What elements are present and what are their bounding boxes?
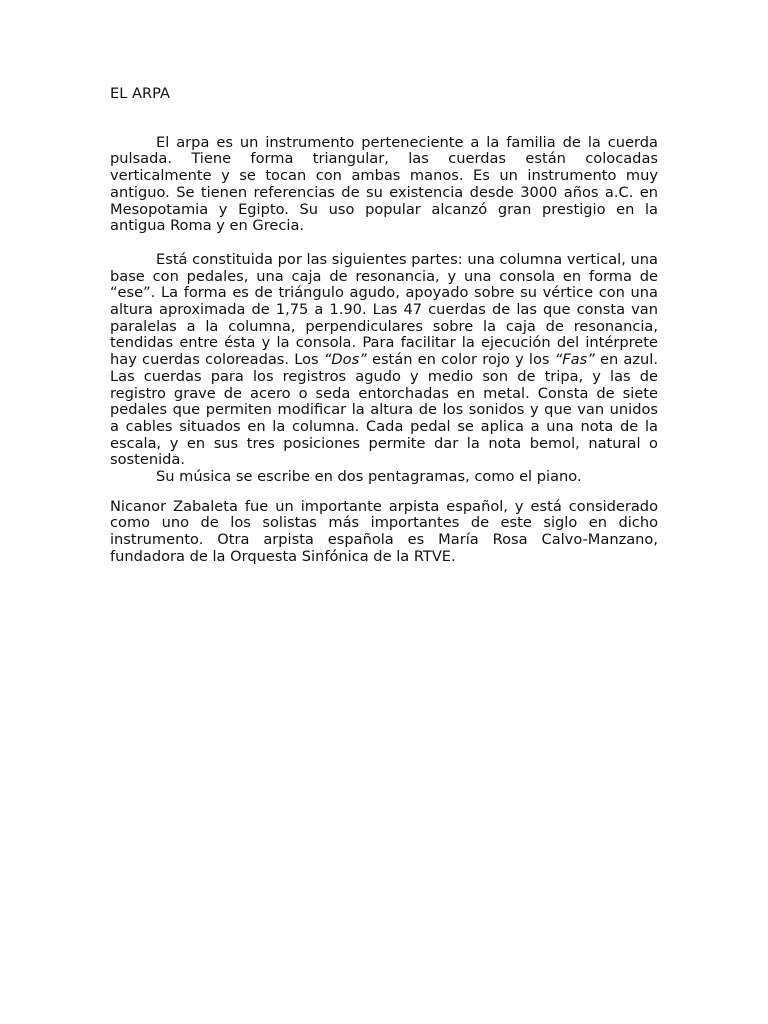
- dos-term: “Dos”: [323, 351, 367, 369]
- document-page: [110, 86, 658, 566]
- paragraph-parts-text-b: están en color rojo y los: [366, 351, 555, 369]
- paragraph-music: Su música se escribe en dos pentagramas, como el piano.: [156, 468, 582, 486]
- paragraph-harpists: Nicanor Zabaleta fue un importante arpista español, y está considerado como uno de los solistas más importantes de este siglo en dicho instrumento. Otra arpista española es María Rosa Calvo-Manzano, fundadora de la Orquesta Sinfónica de la RTVE.: [110, 497, 658, 565]
- document-title: EL ARPA: [110, 85, 170, 102]
- paragraph-parts: [110, 252, 658, 469]
- paragraph-parts-text-c: en azul. Las cuerdas para los registros agudo y medio son de tripa, y las de registro grave de acero o seda entorchadas en metal. Consta de siete pedales que permiten modificar la altura de los sonidos y que van unidos a cables situados en la columna. Cada pedal se aplica a una nota de la escala, y en sus tres posiciones permite dar la nota bemol, natural o sostenida.: [110, 351, 658, 469]
- paragraph-intro: El arpa es un instrumento perteneciente a la familia de la cuerda pulsada. Tiene forma triangular, las cuerdas están colocadas verticalmente y se tocan con ambas manos. Es un instrumento muy antiguo. Se tienen referencias de su existencia desde 3000 años a.C. en Mesopotamia y Egipto. Su uso popular alcanzó gran prestigio en la antigua Roma y en Grecia.: [110, 133, 658, 235]
- paragraph-parts-text-a: Está constituida por las siguientes partes: una columna vertical, una base con pedales, una caja de resonancia, y una consola en forma de “ese”. La forma es de triángulo agudo, apoyado sobre su vértice con una altura aproximada de 1,75 a 1.90. Las 47 cuerdas de las que consta van paralelas a la columna, perpendiculares sobre la caja de resonancia, tendidas entre ésta y la consola. Para facilitar la ejecución del intérprete hay cuerdas coloreadas. Los: [110, 250, 658, 369]
- fas-term: “Fas”: [554, 351, 595, 369]
